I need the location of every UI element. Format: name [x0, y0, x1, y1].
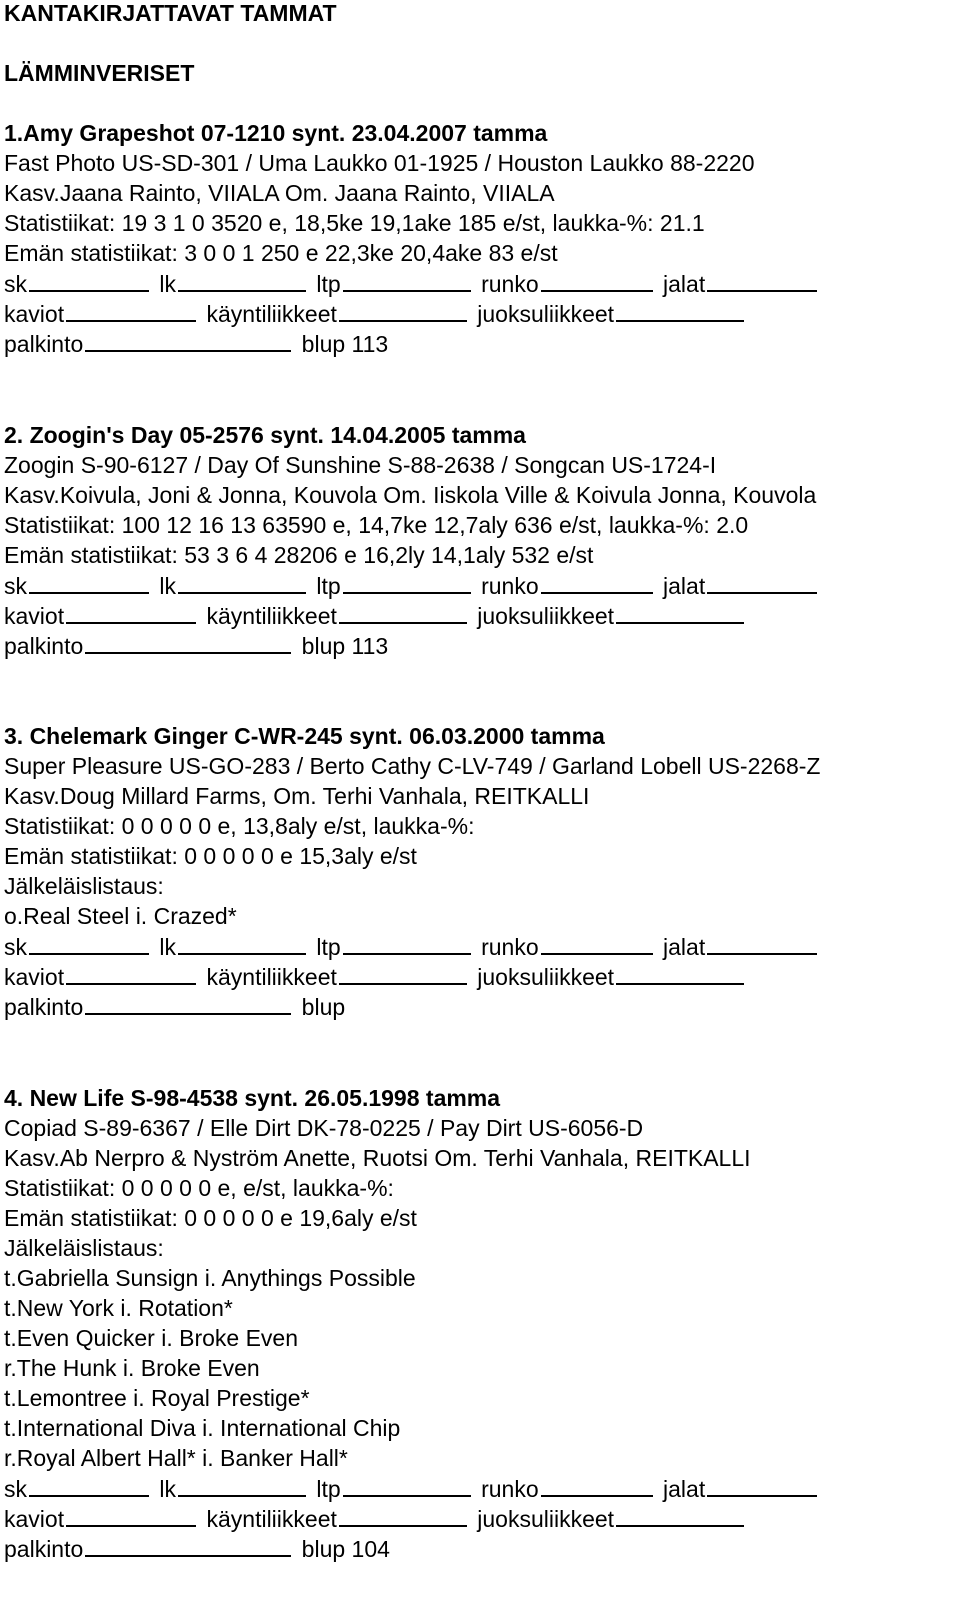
field-palkinto[interactable]: [85, 991, 291, 1015]
label-sk: sk: [4, 573, 27, 599]
horse-3-form-row-1: [4, 931, 821, 961]
field-sk[interactable]: [29, 570, 149, 594]
field-runko[interactable]: [541, 1473, 653, 1497]
label-lk: lk: [159, 573, 177, 599]
label-jalat: jalat: [663, 573, 706, 599]
horse-1-dam-stats: Emän statistiikat: 3 0 0 1 250 e 22,3ke 20,4ake 83 e/st: [4, 240, 558, 266]
horse-3-offspring-label: Jälkeläislistaus:: [4, 873, 164, 899]
horse-3-dam-stats: Emän statistiikat: 0 0 0 0 0 e 15,3aly e/st: [4, 843, 417, 869]
label-kayntiliikkeet: käyntiliikkeet: [206, 301, 337, 327]
horse-1-breeder: Kasv.Jaana Rainto, VIIALA Om. Jaana Rainto, VIIALA: [4, 180, 555, 206]
horse-4-form-row-3: [4, 1533, 390, 1563]
label-runko: runko: [481, 1476, 539, 1502]
horse-3-heading: 3. Chelemark Ginger C-WR-245 synt. 06.03.2000 tamma: [4, 723, 605, 749]
field-jalat[interactable]: [707, 931, 817, 955]
field-jalat[interactable]: [707, 1473, 817, 1497]
field-kaviot[interactable]: [66, 1503, 196, 1527]
horse-4-form-row-1: [4, 1473, 821, 1503]
document-title: KANTAKIRJATTAVAT TAMMAT: [4, 0, 337, 26]
field-kaviot[interactable]: [66, 961, 196, 985]
field-juoksuliikkeet[interactable]: [616, 600, 744, 624]
field-kayntiliikkeet[interactable]: [339, 298, 467, 322]
label-kayntiliikkeet: käyntiliikkeet: [206, 1506, 337, 1532]
horse-4-heading: 4. New Life S-98-4538 synt. 26.05.1998 tamma: [4, 1085, 501, 1111]
field-juoksuliikkeet[interactable]: [616, 1503, 744, 1527]
label-sk: sk: [4, 934, 27, 960]
horse-2-stats: Statistiikat: 100 12 16 13 63590 e, 14,7ke 12,7aly 636 e/st, laukka-%: 2.0: [4, 512, 749, 538]
label-sk: sk: [4, 1476, 27, 1502]
label-jalat: jalat: [663, 271, 706, 297]
horse-3-blup: blup: [301, 994, 346, 1020]
field-ltp[interactable]: [343, 570, 471, 594]
label-palkinto: palkinto: [4, 331, 84, 357]
label-kaviot: kaviot: [4, 1506, 65, 1532]
horse-3-breeder: Kasv.Doug Millard Farms, Om. Terhi Vanhala, REITKALLI: [4, 783, 590, 809]
field-ltp[interactable]: [343, 1473, 471, 1497]
field-kaviot[interactable]: [66, 298, 196, 322]
field-palkinto[interactable]: [85, 1533, 291, 1557]
field-sk[interactable]: [29, 268, 149, 292]
label-ltp: ltp: [316, 573, 341, 599]
field-sk[interactable]: [29, 1473, 149, 1497]
horse-4-stats: Statistiikat: 0 0 0 0 0 e, e/st, laukka-%:: [4, 1175, 394, 1201]
horse-4-blup: blup 104: [301, 1536, 390, 1562]
horse-4-offspring-item: t.International Diva i. International Chip: [4, 1415, 401, 1441]
label-juoksuliikkeet: juoksuliikkeet: [477, 964, 615, 990]
horse-3-stats: Statistiikat: 0 0 0 0 0 e, 13,8aly e/st, laukka-%:: [4, 813, 475, 839]
horse-4-offspring-item: t.Even Quicker i. Broke Even: [4, 1325, 299, 1351]
horse-1-stats: Statistiikat: 19 3 1 0 3520 e, 18,5ke 19,1ake 185 e/st, laukka-%: 21.1: [4, 210, 705, 236]
label-kaviot: kaviot: [4, 603, 65, 629]
field-kayntiliikkeet[interactable]: [339, 961, 467, 985]
horse-2-form-row-3: [4, 630, 388, 660]
field-jalat[interactable]: [707, 268, 817, 292]
horse-4-offspring-item: r.The Hunk i. Broke Even: [4, 1355, 260, 1381]
horse-3-form-row-2: [4, 961, 748, 991]
horse-2-lineage: Zoogin S-90-6127 / Day Of Sunshine S-88-2638 / Songcan US-1724-I: [4, 452, 717, 478]
horse-4-offspring-item: t.Lemontree i. Royal Prestige*: [4, 1385, 310, 1411]
label-runko: runko: [481, 934, 539, 960]
label-ltp: ltp: [316, 934, 341, 960]
horse-2-breeder: Kasv.Koivula, Joni & Jonna, Kouvola Om. Iiskola Ville & Koivula Jonna, Kouvola: [4, 482, 817, 508]
field-lk[interactable]: [178, 268, 306, 292]
horse-1-form-row-1: [4, 268, 821, 298]
field-lk[interactable]: [178, 1473, 306, 1497]
horse-2-form-row-1: [4, 570, 821, 600]
horse-1-lineage: Fast Photo US-SD-301 / Uma Laukko 01-1925 / Houston Laukko 88-2220: [4, 150, 755, 176]
label-ltp: ltp: [316, 271, 341, 297]
label-jalat: jalat: [663, 934, 706, 960]
horse-2-dam-stats: Emän statistiikat: 53 3 6 4 28206 e 16,2ly 14,1aly 532 e/st: [4, 542, 594, 568]
horse-4-offspring-item: t.Gabriella Sunsign i. Anythings Possible: [4, 1265, 416, 1291]
label-palkinto: palkinto: [4, 633, 84, 659]
field-juoksuliikkeet[interactable]: [616, 961, 744, 985]
label-juoksuliikkeet: juoksuliikkeet: [477, 301, 615, 327]
label-lk: lk: [159, 1476, 177, 1502]
horse-3-form-row-3: [4, 991, 345, 1021]
horse-1-form-row-3: [4, 328, 388, 358]
label-lk: lk: [159, 271, 177, 297]
field-kayntiliikkeet[interactable]: [339, 600, 467, 624]
horse-4-offspring-item: t.New York i. Rotation*: [4, 1295, 233, 1321]
horse-3-offspring-item: o.Real Steel i. Crazed*: [4, 903, 237, 929]
horse-1-form-row-2: [4, 298, 748, 328]
horse-4-breeder: Kasv.Ab Nerpro & Nyström Anette, Ruotsi Om. Terhi Vanhala, REITKALLI: [4, 1145, 751, 1171]
field-ltp[interactable]: [343, 268, 471, 292]
horse-4-form-row-2: [4, 1503, 748, 1533]
horse-2-form-row-2: [4, 600, 748, 630]
label-runko: runko: [481, 271, 539, 297]
field-lk[interactable]: [178, 570, 306, 594]
label-jalat: jalat: [663, 1476, 706, 1502]
field-palkinto[interactable]: [85, 328, 291, 352]
horse-2-blup: blup 113: [301, 633, 389, 659]
label-kaviot: kaviot: [4, 964, 65, 990]
horse-1-heading: 1.Amy Grapeshot 07-1210 synt. 23.04.2007 tamma: [4, 120, 548, 146]
field-runko[interactable]: [541, 931, 653, 955]
label-kayntiliikkeet: käyntiliikkeet: [206, 964, 337, 990]
horse-4-dam-stats: Emän statistiikat: 0 0 0 0 0 e 19,6aly e/st: [4, 1205, 417, 1231]
label-juoksuliikkeet: juoksuliikkeet: [477, 1506, 615, 1532]
horse-4-offspring-label: Jälkeläislistaus:: [4, 1235, 164, 1261]
field-lk[interactable]: [178, 931, 306, 955]
horse-4-lineage: Copiad S-89-6367 / Elle Dirt DK-78-0225 / Pay Dirt US-6056-D: [4, 1115, 644, 1141]
label-kayntiliikkeet: käyntiliikkeet: [206, 603, 337, 629]
label-palkinto: palkinto: [4, 994, 84, 1020]
label-palkinto: palkinto: [4, 1536, 84, 1562]
label-kaviot: kaviot: [4, 301, 65, 327]
horse-3-lineage: Super Pleasure US-GO-283 / Berto Cathy C-LV-749 / Garland Lobell US-2268-Z: [4, 753, 821, 779]
section-heading: LÄMMINVERISET: [4, 60, 195, 86]
horse-1-blup: blup 113: [301, 331, 389, 357]
label-lk: lk: [159, 934, 177, 960]
label-runko: runko: [481, 573, 539, 599]
field-runko[interactable]: [541, 268, 653, 292]
horse-4-offspring-item: r.Royal Albert Hall* i. Banker Hall*: [4, 1445, 348, 1471]
field-jalat[interactable]: [707, 570, 817, 594]
field-juoksuliikkeet[interactable]: [616, 298, 744, 322]
field-runko[interactable]: [541, 570, 653, 594]
label-sk: sk: [4, 271, 27, 297]
field-kaviot[interactable]: [66, 600, 196, 624]
field-sk[interactable]: [29, 931, 149, 955]
label-ltp: ltp: [316, 1476, 341, 1502]
label-juoksuliikkeet: juoksuliikkeet: [477, 603, 615, 629]
horse-2-heading: 2. Zoogin's Day 05-2576 synt. 14.04.2005 tamma: [4, 422, 526, 448]
field-kayntiliikkeet[interactable]: [339, 1503, 467, 1527]
field-palkinto[interactable]: [85, 630, 291, 654]
field-ltp[interactable]: [343, 931, 471, 955]
